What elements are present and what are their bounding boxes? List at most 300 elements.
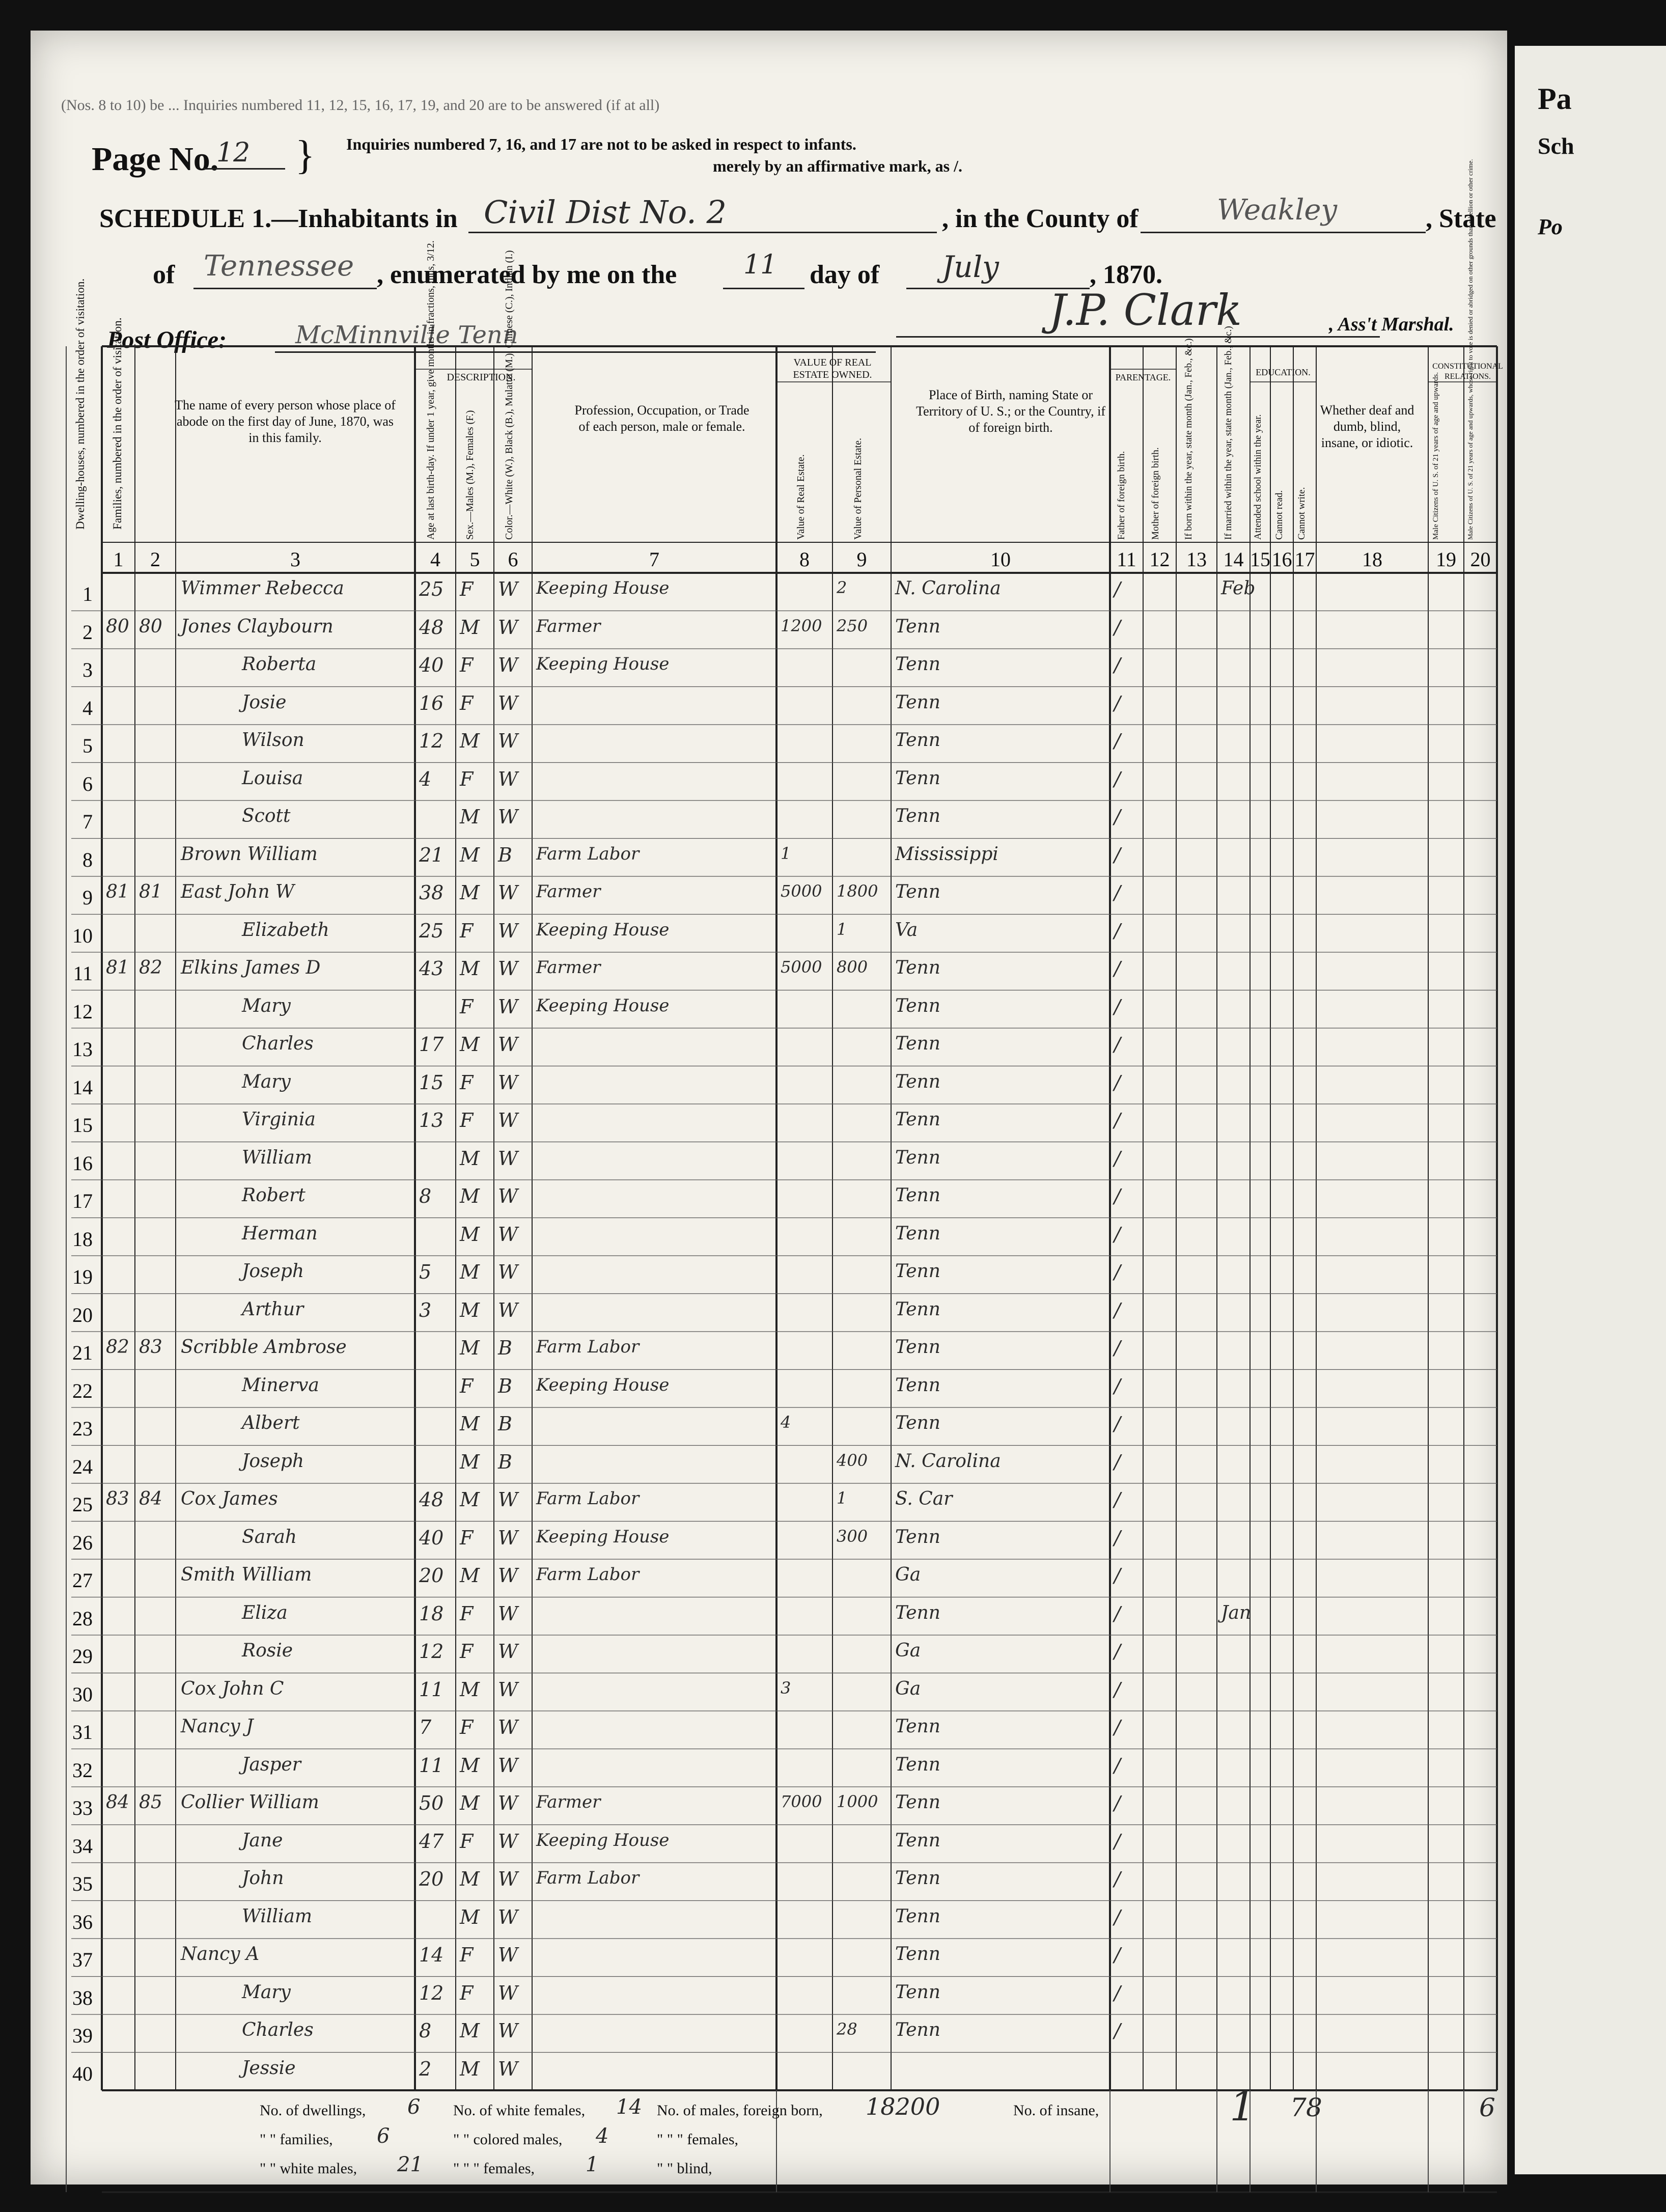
father-foreign-mark: / — [1114, 1868, 1121, 1890]
real-estate-value: 3 — [781, 1678, 791, 1698]
father-foreign-mark: / — [1114, 1488, 1121, 1511]
personal-estate-value: 1800 — [837, 881, 878, 901]
sex-value: F — [460, 767, 474, 790]
birthplace-value: Tenn — [895, 1071, 940, 1092]
birthplace-value: Tenn — [895, 1602, 940, 1623]
dwelling-number: 82 — [106, 1337, 129, 1358]
color-value: W — [498, 1564, 518, 1587]
birthplace-value: Tenn — [895, 1792, 940, 1813]
families-label: " " families, — [260, 2131, 333, 2148]
person-name: East John W — [181, 881, 295, 902]
col-5-heading: Sex.—Males (M.), Females (F.) — [464, 410, 476, 540]
sex-value: F — [460, 1830, 474, 1852]
sex-value: M — [460, 881, 480, 904]
birthplace-value: Tenn — [895, 1905, 940, 1927]
families-count: 6 — [377, 2124, 390, 2148]
real-estate-value: 7000 — [781, 1792, 822, 1811]
post-office-label: Post Office: — [107, 326, 227, 353]
col-17-heading: Cannot write. — [1296, 487, 1307, 540]
color-value: W — [498, 1526, 518, 1549]
father-foreign-mark: / — [1114, 1526, 1121, 1549]
real-estate-total: 18200 — [866, 2093, 940, 2120]
family-number: 82 — [139, 957, 162, 978]
color-value: W — [498, 1261, 518, 1283]
birthplace-value: Tenn — [895, 1185, 940, 1206]
occupation-value: Farm Labor — [536, 843, 640, 864]
person-name: Josie — [242, 692, 287, 713]
constitutional-heading: CONSTITUTIONAL RELATIONS. — [1432, 362, 1503, 381]
person-name: Charles — [242, 1033, 314, 1054]
person-name: Wimmer Rebecca — [181, 578, 344, 599]
col-7-heading: Profession, Occupation, or Trade of each person, male or female. — [574, 403, 749, 434]
line-number: 3 — [82, 658, 93, 681]
color-value: W — [498, 1602, 518, 1625]
real-estate-value: 1200 — [781, 616, 822, 635]
color-value: W — [498, 1488, 518, 1511]
col-8-heading: Value of Real Estate. — [795, 454, 807, 540]
year-label: , 1870. — [1090, 260, 1162, 289]
father-foreign-mark: / — [1114, 1413, 1121, 1435]
father-foreign-mark: / — [1114, 995, 1121, 1018]
person-name: Minerva — [242, 1374, 319, 1396]
color-value: B — [498, 843, 512, 866]
age-value: 48 — [419, 1488, 444, 1511]
line-number: 15 — [72, 1114, 93, 1137]
married-month: Jan — [1221, 1602, 1252, 1623]
color-value: W — [498, 1147, 518, 1170]
age-value: 38 — [419, 881, 444, 904]
column-number: 11 — [1117, 548, 1136, 571]
sex-value: M — [460, 1413, 480, 1435]
col-4-heading: Age at last birth-day. If under 1 year, give months in fractions, thus, 3/12. — [425, 240, 436, 540]
col-10-heading: Place of Birth, naming State or Territory of U. S.; or the Country, if of foreign birth. — [916, 388, 1105, 435]
person-name: Mary — [242, 995, 291, 1016]
color-value: W — [498, 919, 518, 942]
dwelling-number: 83 — [106, 1488, 129, 1509]
age-value: 20 — [419, 1564, 444, 1587]
father-foreign-mark: / — [1114, 1981, 1121, 2004]
color-value: W — [498, 1716, 518, 1738]
father-foreign-mark: / — [1114, 843, 1121, 866]
top-instructions: (Nos. 8 to 10) be ... Inquiries numbered 11, 12, 15, 16, 17, 19, and 20 are to be answered (if at all) — [61, 97, 660, 114]
line-number: 19 — [72, 1265, 93, 1288]
birthplace-value: Tenn — [895, 1754, 940, 1775]
adjacent-page-label: Pa — [1538, 82, 1572, 116]
sex-value: F — [460, 1944, 474, 1966]
col-20-heading: Male Citizens of U. S. of 21 years of age and upwards, whose right to vote is denied or abridged on other grounds than rebellion or other crime. — [1466, 159, 1474, 540]
sex-value: M — [460, 1185, 480, 1207]
age-value: 50 — [419, 1792, 444, 1814]
age-value: 8 — [419, 2020, 432, 2042]
age-value: 7 — [419, 1716, 432, 1738]
color-value: W — [498, 1109, 518, 1131]
person-name: Charles — [242, 2020, 314, 2040]
sex-value: M — [460, 1261, 480, 1283]
color-value: W — [498, 1071, 518, 1094]
line-number: 40 — [72, 2062, 93, 2085]
insane-label: No. of insane, — [1013, 2102, 1099, 2119]
column-number: 15 — [1250, 548, 1270, 571]
color-value: W — [498, 2057, 518, 2080]
dwellings-count: 6 — [407, 2095, 421, 2119]
birthplace-value: Tenn — [895, 1981, 940, 2003]
age-value: 2 — [419, 2057, 432, 2080]
birthplace-value: Tenn — [895, 767, 940, 789]
sex-value: M — [460, 1564, 480, 1587]
column-number: 7 — [649, 548, 659, 571]
sex-value: M — [460, 1033, 480, 1056]
real-estate-value: 1 — [781, 843, 791, 863]
schedule-label: SCHEDULE 1.—Inhabitants in — [99, 204, 458, 233]
sex-value: F — [460, 1716, 474, 1738]
father-foreign-mark: / — [1114, 1754, 1121, 1777]
column-number: 17 — [1294, 548, 1315, 571]
line-number: 12 — [72, 1000, 93, 1023]
line-number: 39 — [72, 2024, 93, 2047]
age-value: 43 — [419, 957, 444, 980]
occupation-value: Farmer — [536, 957, 601, 978]
person-name: John — [242, 1868, 284, 1889]
father-foreign-mark: / — [1114, 1944, 1121, 1966]
real-estate-value: 4 — [781, 1413, 791, 1432]
personal-estate-value: 250 — [837, 616, 868, 635]
father-foreign-mark: / — [1114, 1298, 1121, 1321]
color-value: W — [498, 767, 518, 790]
age-value: 16 — [419, 692, 444, 714]
age-value: 11 — [419, 1754, 444, 1777]
column-number: 20 — [1470, 548, 1491, 571]
age-value: 48 — [419, 616, 444, 639]
line-number: 21 — [72, 1341, 93, 1364]
line-number: 11 — [73, 962, 93, 985]
real-estate-heading: VALUE OF REAL ESTATE OWNED. — [793, 357, 872, 380]
age-value: 17 — [419, 1033, 444, 1056]
father-foreign-mark: / — [1114, 1033, 1121, 1056]
col-14-heading: If married within the year, state month (Jan., Feb., &c.) — [1223, 326, 1234, 540]
column-number: 16 — [1271, 548, 1292, 571]
white-females-count: 14 — [616, 2095, 642, 2119]
color-value: W — [498, 654, 518, 676]
col-18-heading: Whether deaf and dumb, blind, insane, or idiotic. — [1320, 403, 1414, 450]
person-name: Smith William — [181, 1564, 312, 1585]
person-name: Elizabeth — [242, 919, 329, 941]
father-foreign-mark: / — [1114, 616, 1121, 639]
enumerated-label: , enumerated by me on the — [377, 260, 677, 289]
sex-value: F — [460, 1981, 474, 2004]
birthplace-value: Tenn — [895, 1261, 940, 1282]
real-estate-value: 5000 — [781, 957, 822, 977]
birthplace-value: Tenn — [895, 1109, 940, 1130]
age-value: 12 — [419, 730, 444, 752]
personal-estate-value: 400 — [837, 1450, 868, 1470]
birthplace-value: Mississippi — [895, 843, 998, 865]
father-foreign-mark: / — [1114, 692, 1121, 714]
father-foreign-mark: / — [1114, 1374, 1121, 1397]
age-value: 14 — [419, 1944, 444, 1966]
white-males-label: " " white males, — [260, 2160, 357, 2177]
color-value: W — [498, 578, 518, 600]
age-value: 25 — [419, 919, 444, 942]
col-11-heading: Father of foreign birth. — [1116, 451, 1127, 540]
column-number: 10 — [990, 548, 1011, 571]
sex-value: F — [460, 1602, 474, 1625]
color-value: B — [498, 1337, 512, 1359]
line-number: 26 — [72, 1531, 93, 1554]
dwelling-number: 80 — [106, 616, 129, 637]
sex-value: F — [460, 919, 474, 942]
dwelling-number: 81 — [106, 957, 129, 978]
father-foreign-mark: / — [1114, 1716, 1121, 1738]
birthplace-value: Tenn — [895, 1374, 940, 1396]
foreign-females-label: " " " females, — [657, 2131, 739, 2148]
birthplace-value: Tenn — [895, 1526, 940, 1547]
adjacent-schedule-label: Sch — [1538, 133, 1574, 159]
sex-value: F — [460, 995, 474, 1018]
family-number: 80 — [139, 616, 162, 637]
personal-estate-value: 1 — [837, 1488, 847, 1508]
occupation-value: Keeping House — [536, 1374, 670, 1395]
birthplace-value: Tenn — [895, 957, 940, 978]
birthplace-value: Tenn — [895, 1298, 940, 1320]
state-value: Tennessee — [204, 250, 354, 283]
age-value: 47 — [419, 1830, 444, 1852]
birthplace-value: Tenn — [895, 654, 940, 675]
person-name: Albert — [242, 1413, 300, 1433]
color-value: W — [498, 730, 518, 752]
birthplace-value: Tenn — [895, 1337, 940, 1358]
line-number: 5 — [82, 734, 93, 757]
person-name: Wilson — [242, 730, 304, 751]
age-value: 13 — [419, 1109, 444, 1131]
line-number: 16 — [72, 1151, 93, 1175]
father-foreign-mark: / — [1114, 2020, 1121, 2042]
occupation-value: Keeping House — [536, 578, 670, 598]
birthplace-value: Tenn — [895, 1716, 940, 1737]
total-col-17: 7 — [1290, 2093, 1307, 2122]
color-value: W — [498, 1185, 518, 1207]
line-number: 31 — [72, 1721, 93, 1744]
married-month: Feb — [1221, 578, 1256, 599]
birthplace-value: Va — [895, 919, 918, 941]
total-col-14: 1 — [1230, 2083, 1256, 2130]
white-males-count: 21 — [397, 2153, 423, 2176]
line-number: 32 — [72, 1758, 93, 1782]
line-number: 38 — [72, 1986, 93, 2009]
color-value: W — [498, 1678, 518, 1701]
colored-females-count: 1 — [586, 2153, 599, 2176]
color-value: W — [498, 1944, 518, 1966]
color-value: W — [498, 1981, 518, 2004]
person-name: Mary — [242, 1981, 291, 2003]
marshal-signature: J.P. Clark — [1049, 285, 1242, 335]
occupation-value: Farmer — [536, 1792, 601, 1812]
marshal-label: , Ass't Marshal. — [1329, 314, 1454, 335]
birthplace-value: N. Carolina — [895, 1450, 1001, 1472]
sex-value: M — [460, 1792, 480, 1814]
sex-value: M — [460, 1754, 480, 1777]
dwellings-label: No. of dwellings, — [260, 2102, 366, 2119]
birthplace-value: N. Carolina — [895, 578, 1001, 599]
line-number: 36 — [72, 1910, 93, 1933]
age-value: 4 — [419, 767, 432, 790]
color-value: W — [498, 1830, 518, 1852]
occupation-value: Farm Labor — [536, 1868, 640, 1888]
father-foreign-mark: / — [1114, 1185, 1121, 1207]
color-value: W — [498, 995, 518, 1018]
person-name: Sarah — [242, 1526, 297, 1547]
column-number: 12 — [1149, 548, 1170, 571]
col-6-heading: Color.—White (W.), Black (B.), Mulatto (M.), Chinese (C.), Indian (I.) — [504, 250, 515, 540]
father-foreign-mark: / — [1114, 1450, 1121, 1473]
line-number: 1 — [82, 583, 93, 605]
age-value: 20 — [419, 1868, 444, 1890]
column-number: 4 — [430, 548, 440, 571]
color-value: W — [498, 1792, 518, 1814]
color-value: W — [498, 1223, 518, 1246]
colored-males-label: " " colored males, — [453, 2131, 563, 2148]
person-name: Elkins James D — [181, 957, 321, 978]
line-number: 24 — [72, 1455, 93, 1478]
sex-value: M — [460, 1868, 480, 1890]
person-name: Jane — [242, 1830, 283, 1851]
month-value: July — [942, 250, 999, 284]
birthplace-value: Ga — [895, 1640, 921, 1661]
line-number: 7 — [82, 810, 93, 833]
county-label: , in the County of — [942, 204, 1139, 233]
person-name: Nancy J — [181, 1716, 254, 1737]
person-name: Brown William — [181, 843, 318, 865]
line-number: 27 — [72, 1569, 93, 1592]
person-name: Arthur — [242, 1298, 304, 1320]
personal-estate-value: 2 — [837, 578, 847, 597]
father-foreign-mark: / — [1114, 1792, 1121, 1814]
blind-label: " " blind, — [657, 2160, 712, 2177]
sex-value: F — [460, 578, 474, 600]
sex-value: F — [460, 1071, 474, 1094]
father-foreign-mark: / — [1114, 957, 1121, 980]
line-number: 8 — [82, 848, 93, 871]
line-number: 35 — [72, 1872, 93, 1895]
father-foreign-mark: / — [1114, 1147, 1121, 1170]
person-name: Jasper — [242, 1754, 301, 1775]
occupation-value: Keeping House — [536, 1830, 670, 1850]
birthplace-value: Tenn — [895, 616, 940, 637]
column-number: 14 — [1223, 548, 1244, 571]
birthplace-value: Tenn — [895, 1830, 940, 1851]
line-number: 6 — [82, 772, 93, 795]
col-16-heading: Cannot read. — [1274, 490, 1285, 540]
column-number: 1 — [113, 548, 124, 571]
father-foreign-mark: / — [1114, 730, 1121, 752]
sex-value: M — [460, 957, 480, 980]
father-foreign-mark: / — [1114, 1223, 1121, 1246]
post-office-value: McMinnville Tenn — [295, 321, 518, 349]
line-number: 9 — [82, 886, 93, 909]
age-value: 12 — [419, 1981, 444, 2004]
line-number: 29 — [72, 1645, 93, 1668]
father-foreign-mark: / — [1114, 1678, 1121, 1701]
color-value: B — [498, 1413, 512, 1435]
occupation-value: Farmer — [536, 881, 601, 902]
person-name: Jones Claybourn — [181, 616, 334, 637]
birthplace-value: Tenn — [895, 692, 940, 713]
color-value: B — [498, 1450, 512, 1473]
column-number: 8 — [799, 548, 810, 571]
line-number: 23 — [72, 1417, 93, 1440]
line-number: 17 — [72, 1190, 93, 1212]
color-value: W — [498, 806, 518, 828]
dwelling-number: 84 — [106, 1792, 129, 1813]
birthplace-value: Tenn — [895, 995, 940, 1016]
age-value: 12 — [419, 1640, 444, 1663]
sex-value: F — [460, 1374, 474, 1397]
county-value: Weakley — [1217, 193, 1338, 227]
page-no-value: 12 — [216, 137, 251, 168]
sex-value: M — [460, 1905, 480, 1928]
sex-value: M — [460, 1678, 480, 1701]
age-value: 3 — [419, 1298, 432, 1321]
person-name: Collier William — [181, 1792, 319, 1813]
occupation-value: Farm Labor — [536, 1488, 640, 1509]
col-12-heading: Mother of foreign birth. — [1150, 447, 1161, 540]
color-value: W — [498, 881, 518, 904]
occupation-value: Farm Labor — [536, 1564, 640, 1585]
occupation-value: Farm Labor — [536, 1337, 640, 1357]
person-name: Scott — [242, 806, 291, 826]
line-number: 2 — [82, 620, 93, 644]
sex-value: F — [460, 654, 474, 676]
person-name: Louisa — [242, 767, 303, 789]
person-name: Robert — [242, 1185, 306, 1206]
person-name: Joseph — [242, 1261, 304, 1282]
adjacent-page — [1515, 46, 1666, 2174]
person-name: Jessie — [242, 2057, 296, 2079]
father-foreign-mark: / — [1114, 654, 1121, 676]
age-value: 40 — [419, 654, 444, 676]
colored-females-label: " " " females, — [453, 2160, 535, 2177]
column-number: 19 — [1436, 548, 1456, 571]
real-estate-value: 5000 — [781, 881, 822, 901]
affirmative-note: merely by an affirmative mark, as /. — [713, 157, 962, 175]
birthplace-value: Tenn — [895, 881, 940, 902]
table-grid — [31, 31, 1507, 2185]
personal-estate-value: 28 — [837, 2020, 857, 2039]
col-2-heading: Families, numbered in the order of visitation. — [111, 317, 124, 530]
line-number: 13 — [72, 1038, 93, 1061]
column-number: 9 — [856, 548, 867, 571]
person-name: Rosie — [242, 1640, 293, 1661]
birthplace-value: Tenn — [895, 2020, 940, 2040]
color-value: W — [498, 1033, 518, 1056]
color-value: W — [498, 957, 518, 980]
sex-value: M — [460, 1337, 480, 1359]
birthplace-value: Tenn — [895, 1223, 940, 1244]
census-sheet — [31, 31, 1507, 2185]
father-foreign-mark: / — [1114, 1564, 1121, 1587]
person-name: Nancy A — [181, 1944, 260, 1965]
occupation-value: Keeping House — [536, 995, 670, 1016]
sex-value: M — [460, 730, 480, 752]
col-3-heading: The name of every person whose place of abode on the first day of June, 1870, was in this family. — [175, 398, 396, 445]
page-no-label: Page No. — [92, 141, 219, 178]
line-number: 22 — [72, 1379, 93, 1402]
sex-value: M — [460, 2020, 480, 2042]
age-value: 40 — [419, 1526, 444, 1549]
total-col-20: 6 — [1479, 2093, 1495, 2122]
occupation-value: Keeping House — [536, 919, 670, 940]
personal-estate-value: 800 — [837, 957, 868, 977]
color-value: W — [498, 1905, 518, 1928]
